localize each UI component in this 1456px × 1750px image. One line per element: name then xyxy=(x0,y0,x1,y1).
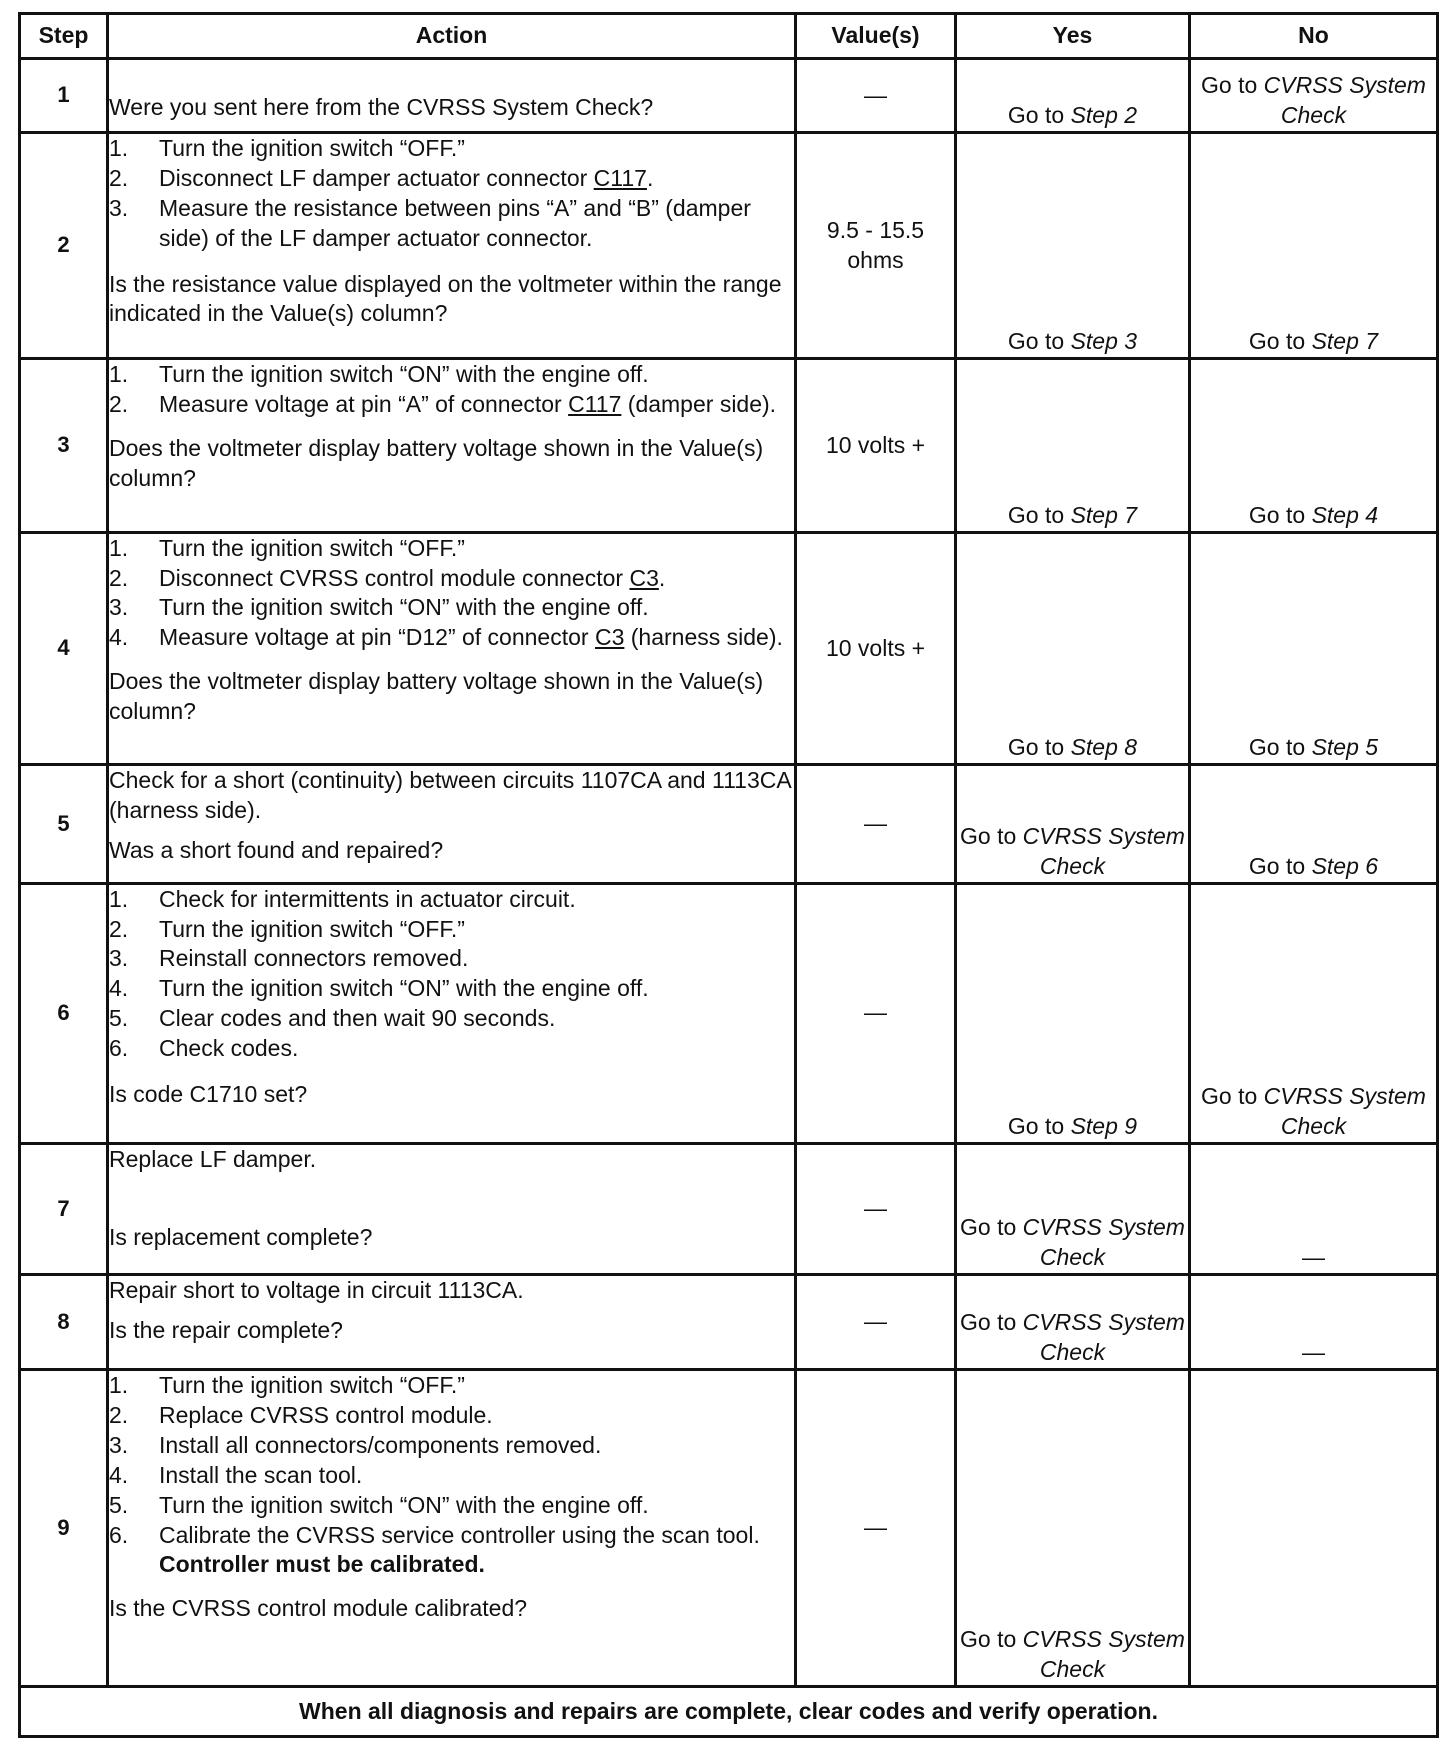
action-steps xyxy=(109,1431,794,1580)
no-cell: — xyxy=(1190,1143,1438,1274)
action-step: 2. Disconnect LF damper actuator connector C117. xyxy=(109,164,654,191)
no-cell: Go to Step 6 xyxy=(1190,765,1438,883)
action-step: 4. Install the scan tool. xyxy=(109,1461,363,1488)
no-cell: Go to Step 7 xyxy=(1190,133,1438,359)
no-cell: Go to Step 5 xyxy=(1190,532,1438,765)
value-cell: 10 volts + xyxy=(796,532,956,765)
action-step: 2. Replace CVRSS control module. xyxy=(109,1401,493,1428)
connector-ref: C3 xyxy=(629,564,659,591)
footer-row xyxy=(20,1687,1438,1737)
header-action: Action xyxy=(108,14,796,59)
table-row xyxy=(20,59,1438,133)
header-step: Step xyxy=(20,14,108,59)
action-question: Is the repair complete? xyxy=(109,1316,343,1343)
table-row xyxy=(20,1143,1438,1274)
action-step: 2. Turn the ignition switch “OFF.” xyxy=(109,915,465,942)
step-number: 3 xyxy=(20,359,108,532)
action-steps xyxy=(109,534,794,654)
table-row xyxy=(20,883,1438,1143)
table-row xyxy=(20,359,1438,532)
yes-cell: Go to CVRSS System Check xyxy=(956,765,1190,883)
no-prefix: Go to xyxy=(1201,72,1264,99)
action-step: 4. Turn the ignition switch “ON” with the engine off. xyxy=(109,975,649,1002)
value-cell: — xyxy=(796,1370,956,1687)
value-cell: — xyxy=(796,1143,956,1274)
table-row xyxy=(20,765,1438,883)
action-question: Is code C1710 set? xyxy=(109,1081,308,1108)
action-text: Replace LF damper. xyxy=(109,1145,317,1172)
action-question: Does the voltmeter display battery voltage shown in the Value(s) column? xyxy=(109,435,764,491)
connector-ref: C3 xyxy=(594,624,625,651)
footer-note: When all diagnosis and repairs are complete, clear codes and verify operation. xyxy=(20,1687,1438,1737)
action-step: 3. Install all connectors/components removed. xyxy=(109,1431,602,1458)
action-step: 1. Turn the ignition switch “OFF.” xyxy=(109,1372,465,1399)
step-number: 5 xyxy=(20,765,108,883)
table-row xyxy=(20,1370,1438,1687)
yes-target: Step 2 xyxy=(1070,102,1138,129)
yes-cell: Go to CVRSS System Check xyxy=(956,1143,1190,1274)
action-step: 3. Measure the resistance between pins “A” and “B” (damper side) of the LF damper actuator connector. xyxy=(109,194,751,251)
header-row xyxy=(20,14,1438,59)
no-cell: — xyxy=(1190,1274,1438,1369)
table-row xyxy=(20,532,1438,765)
table-row xyxy=(20,133,1438,359)
calibration-warning: Controller must be calibrated. xyxy=(159,1551,485,1578)
action-step: 1. Check for intermittents in actuator circuit. xyxy=(109,885,576,912)
action-step: 1. Turn the ignition switch “ON” with the engine off. xyxy=(109,361,649,388)
action-question: Were you sent here from the CVRSS System Check? xyxy=(109,94,654,121)
header-yes: Yes xyxy=(956,14,1190,59)
action-cell xyxy=(108,359,796,532)
value-cell: — xyxy=(796,765,956,883)
action-cell xyxy=(108,883,796,1143)
action-step: 2. Disconnect CVRSS control module connector C3. xyxy=(109,564,666,591)
action-text: Repair short to voltage in circuit 1113CA. xyxy=(109,1276,524,1303)
action-step: 1. Turn the ignition switch “OFF.” xyxy=(109,135,465,161)
action-steps xyxy=(109,1371,794,1431)
step-number: 7 xyxy=(20,1143,108,1274)
value-cell: — xyxy=(796,59,956,133)
yes-cell: Go to Step 8 xyxy=(956,532,1190,765)
action-question: Is the resistance value displayed on the voltmeter within the range indicated in the Value(s) column? xyxy=(109,270,782,327)
action-cell xyxy=(108,1370,796,1687)
action-cell xyxy=(108,133,796,359)
action-steps xyxy=(109,134,794,254)
action-step: 3. Turn the ignition switch “ON” with the engine off. xyxy=(109,594,649,621)
action-cell xyxy=(108,1274,796,1369)
action-step: 5. Turn the ignition switch “ON” with the engine off. xyxy=(109,1491,649,1518)
action-step: 3. Reinstall connectors removed. xyxy=(109,945,469,972)
connector-ref: C117 xyxy=(568,391,622,418)
action-step: 2. Measure voltage at pin “A” of connector C117 (damper side). xyxy=(109,391,777,418)
action-cell xyxy=(108,532,796,765)
yes-cell: Go to Step 3 xyxy=(956,133,1190,359)
action-text: Check for a short (continuity) between circuits 1107CA and 1113CA (harness side). xyxy=(109,767,791,824)
action-cell xyxy=(108,59,796,133)
action-steps xyxy=(109,885,794,1064)
action-question: Does the voltmeter display battery voltage shown in the Value(s) column? xyxy=(109,668,764,725)
no-cell: Go to Step 4 xyxy=(1190,359,1438,532)
action-step: 5. Clear codes and then wait 90 seconds. xyxy=(109,1005,556,1032)
diagnostic-table xyxy=(18,12,1439,1738)
no-cell: Go to CVRSS System Check xyxy=(1190,883,1438,1143)
action-steps xyxy=(109,360,794,420)
step-number: 9 xyxy=(20,1370,108,1687)
yes-prefix: Go to xyxy=(1007,102,1071,129)
yes-cell: Go to CVRSS System Check xyxy=(956,1370,1190,1687)
header-values: Value(s) xyxy=(796,14,956,59)
action-question: Is the CVRSS control module calibrated? xyxy=(109,1595,528,1622)
value-cell: — xyxy=(796,1274,956,1369)
yes-cell xyxy=(956,59,1190,133)
step-number: 6 xyxy=(20,883,108,1143)
no-cell xyxy=(1190,1370,1438,1687)
action-question: Is replacement complete? xyxy=(109,1223,373,1250)
action-step: 1. Turn the ignition switch “OFF.” xyxy=(109,534,465,561)
no-cell xyxy=(1190,59,1438,133)
action-step: 4. Measure voltage at pin “D12” of connector C3 (harness side). xyxy=(109,624,783,651)
table-row xyxy=(20,1274,1438,1369)
action-cell xyxy=(108,1143,796,1274)
action-cell xyxy=(108,765,796,883)
no-target: CVRSS System Check xyxy=(1263,72,1426,129)
step-number: 2 xyxy=(20,133,108,359)
yes-cell: Go to Step 7 xyxy=(956,359,1190,532)
value-cell: 10 volts + xyxy=(796,359,956,532)
connector-ref: C117 xyxy=(593,164,647,191)
action-question: Was a short found and repaired? xyxy=(109,837,444,864)
step-number: 1 xyxy=(20,59,108,133)
yes-cell: Go to Step 9 xyxy=(956,883,1190,1143)
action-step: 6. Check codes. xyxy=(109,1035,299,1062)
value-cell: 9.5 - 15.5 ohms xyxy=(796,133,956,359)
value-cell: — xyxy=(796,883,956,1143)
step-number: 8 xyxy=(20,1274,108,1369)
header-no: No xyxy=(1190,14,1438,59)
action-step: 6. Calibrate the CVRSS service controller using the scan tool. Controller must be calibrated. xyxy=(109,1521,760,1578)
yes-cell: Go to CVRSS System Check xyxy=(956,1274,1190,1369)
step-number: 4 xyxy=(20,532,108,765)
